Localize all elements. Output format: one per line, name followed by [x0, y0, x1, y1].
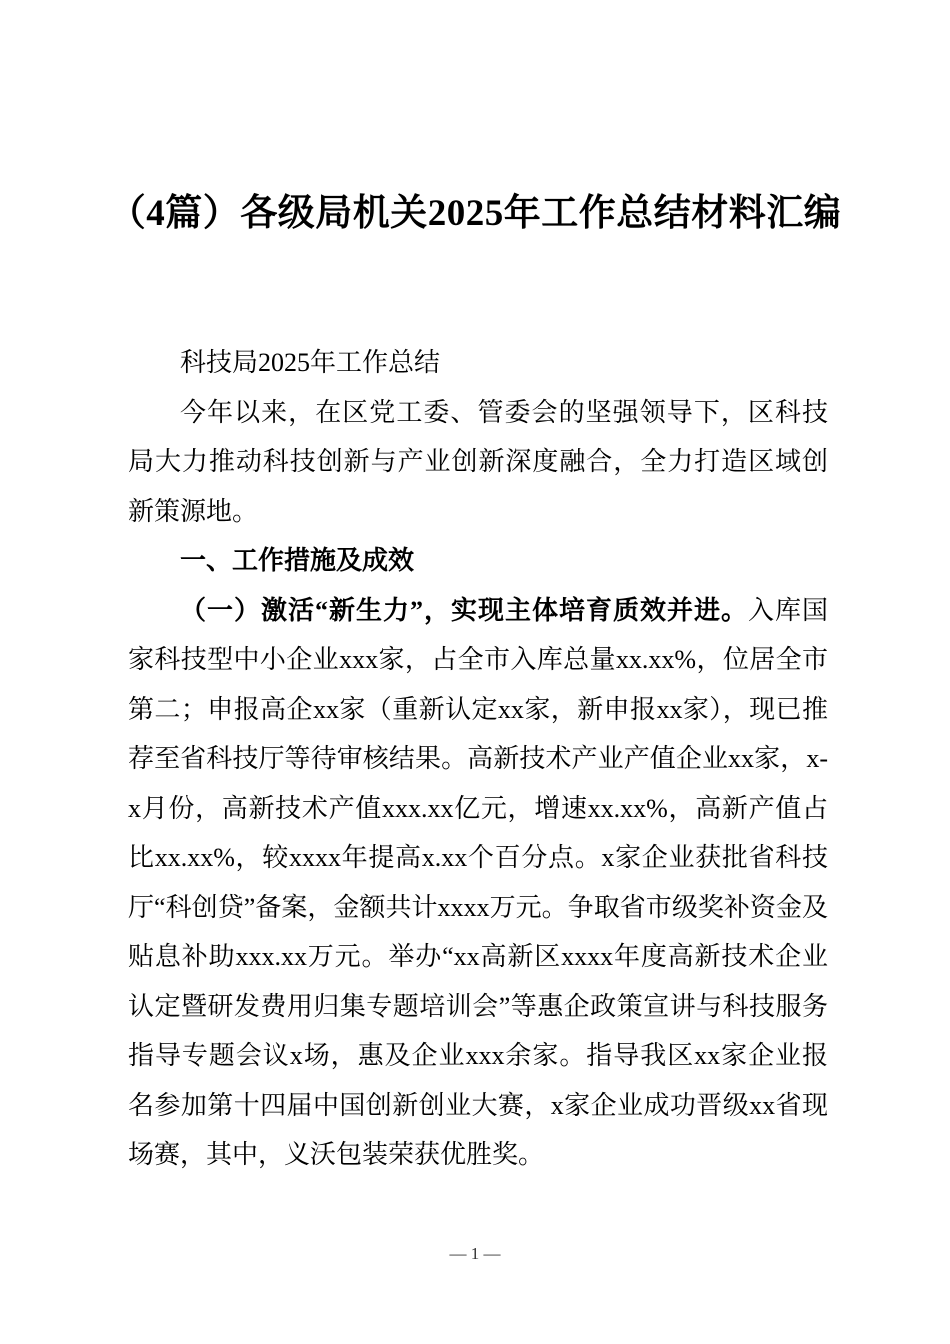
subsection-body: 入库国家科技型中小企业xxx家，占全市入库总量xx.xx%，位居全市第二；申报高企xx家（重新认定xx家，新申报xx家），现已推荐至省科技厅等待审核结果。高新技术产业产值企业xx家，x-x月份，高新技术产值xxx.xx亿元，增速xx.xx%，高新产值占比xx.xx%，较xxxx年提高x.xx个百分点。x家企业获批省科技厅“科创贷”备案，金额共计xxxx万元。争取省市级奖补资金及贴息补助xxx.xx万元。举办“xx高新区xxxx年度高新技术企业认定暨研发费用归集专题培训会”等惠企政策宣讲与科技服务指导专题会议x场，惠及企业xxx余家。指导我区xx家企业报名参加第十四届中国创新创业大赛，x家企业成功晋级xx省现场赛，其中，义沃包装荣获优胜奖。 — [128, 595, 828, 1169]
section-heading: 一、工作措施及成效 — [180, 546, 415, 575]
page-number: — 1 — — [449, 1244, 501, 1263]
subsection-heading: （一）激活“新生力”，实现主体培育质效并进。 — [180, 595, 748, 625]
document-title: （4篇）各级局机关2025年工作总结材料汇编 — [108, 193, 842, 234]
intro-paragraph: 今年以来，在区党工委、管委会的坚强领导下，区科技局大力推动科技创新与产业创新深度融合，全力打造区域创新策源地。 — [128, 397, 828, 526]
document-subtitle: 科技局2025年工作总结 — [180, 348, 441, 377]
subsection-paragraph — [128, 586, 828, 1180]
document-body — [128, 338, 828, 1180]
